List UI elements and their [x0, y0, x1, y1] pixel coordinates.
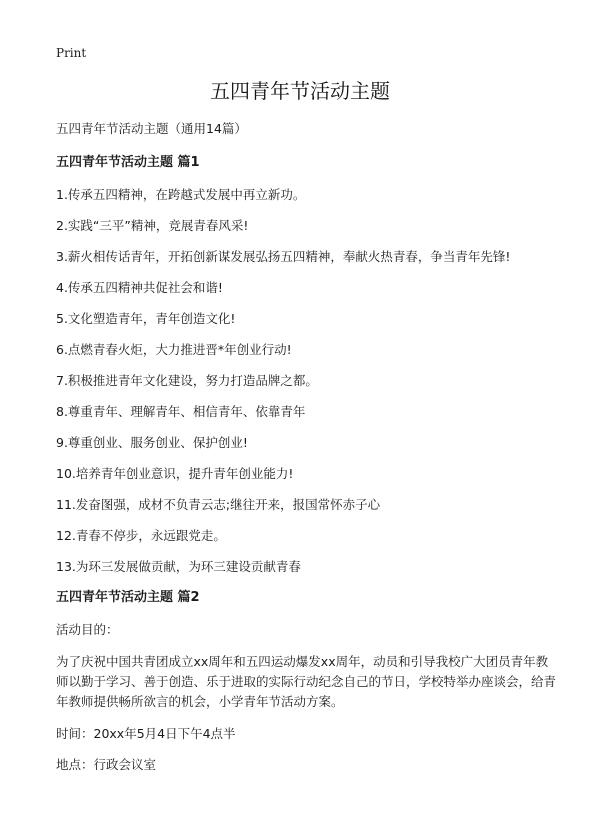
list-item: 3.薪火相传话青年，开拓创新谋发展弘扬五四精神，奉献火热青春，争当青年先锋! [56, 249, 511, 264]
list-item: 11.发奋图强，成材不负青云志;继往开来，报国常怀赤子心 [56, 497, 381, 512]
list-item: 2.实践“三平”精神，竞展青春风采! [56, 218, 249, 233]
section-heading-2: 五四青年节活动主题 篇2 [56, 590, 200, 605]
document-subtitle: 五四青年节活动主题（通用14篇） [56, 121, 247, 136]
list-item: 12.青春不停步，永远跟党走。 [56, 528, 226, 543]
list-item: 13.为环三发展做贡献，为环三建设贡献青春 [56, 559, 301, 574]
purpose-paragraph: 为了庆祝中国共青团成立xx周年和五四运动爆发xx周年，动员和引导我校广大团员青年教师以勤于学习、善于创造、乐于进取的实际行动纪念自己的节日，学校特举办座谈会，给青年教师提供畅所欲言的机会，小学青年节活动方案。 [56, 654, 557, 709]
event-time: 时间：20xx年5月4日下午4点半 [56, 726, 236, 741]
document-body [56, 120, 556, 787]
print-label: Print [56, 46, 87, 60]
list-item: 6.点燃青春火炬，大力推进晋*年创业行动! [56, 342, 292, 357]
list-item: 8.尊重青年、理解青年、相信青年、依靠青年 [56, 404, 306, 419]
list-item: 1.传承五四精神，在跨越式发展中再立新功。 [56, 187, 306, 202]
list-item: 7.积极推进青年文化建设，努力打造品牌之都。 [56, 373, 318, 388]
purpose-label: 活动目的： [56, 622, 119, 637]
list-item: 4.传承五四精神共促社会和谐! [56, 280, 223, 295]
section-heading-1: 五四青年节活动主题 篇1 [56, 155, 200, 170]
list-item: 9.尊重创业、服务创业、保护创业! [56, 435, 248, 450]
list-item: 5.文化塑造青年，青年创造文化! [56, 311, 236, 326]
list-item: 10.培养青年创业意识，提升青年创业能力! [56, 466, 294, 481]
document-title: 五四青年节活动主题 [210, 79, 390, 103]
event-location: 地点：行政会议室 [56, 757, 157, 772]
section-1-list [56, 186, 556, 576]
